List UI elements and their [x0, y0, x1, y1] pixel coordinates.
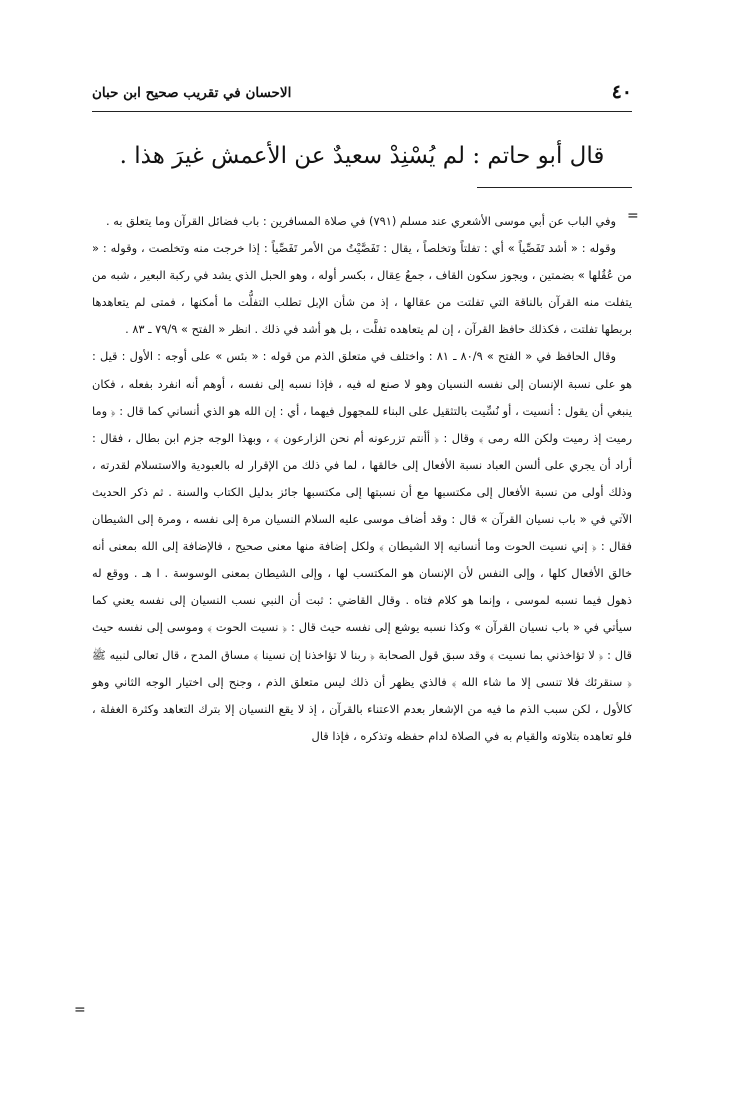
footnotes-section [92, 208, 632, 750]
page-header [92, 80, 632, 108]
footnote-paragraph: وقال الحافظ في « الفتح » ٨٠/٩ ـ ٨١ : واختلف في متعلق الذم من قوله : « بئس » على أوجه : الأول : قيل : هو على نسبة الإنسان إلى نفسه النسيان وهو لا صنع له فيه ، فإذا نسبه إلى نفسه ، أوهم أنه انفرد بفعله ، فكان ينبغي أن يقول : أنسيت ، أو نُسِّيت بالتثقيل على البناء للمجهول فيهما ، أي : إن الله هو الذي أنساني كما قال : ﴿ وما رميت إذ رميت ولكن الله رمى ﴾ وقال : ﴿ أأنتم تزرعونه أم نحن الزارعون ﴾ ، وبهذا الوجه جزم ابن بطال ، فقال : أراد أن يجري على ألسن العباد نسبة الأفعال إلى خالقها ، لما في ذلك من الإقرار له بالعبودية والاستسلام لقدرته ، وذلك أولى من نسبة الأفعال إلى مكتسبها مع أن نسبتها إلى مكتسبها جائز بدليل الكتاب والسنة . ثم ذكر الحديث الآتي في « باب نسيان القرآن » قال : وقد أضاف موسى عليه السلام النسيان مرة إلى نفسه ، ومرة إلى الشيطان فقال : ﴿ إني نسيت الحوت وما أنسانيه إلا الشيطان ﴾ ولكل إضافة منها معنى صحيح ، فالإضافة إلى الله بمعنى أنه خالق الأفعال كلها ، وإلى النفس لأن الإنسان هو المكتسب لها ، وإلى الشيطان بمعنى الوسوسة . ا هـ . ووقع له ذهول فيما نسبه لموسى ، وإنما هو كلام فتاه . وقال القاضي : ثبت أن النبي نسب النسيان إلى نفسه يعني كما سيأتي في « باب نسيان القرآن » وكذا نسبه يوشع إلى نفسه حيث قال : ﴿ نسيت الحوت ﴾ وموسى إلى نفسه حيث قال : ﴿ لا تؤاخذني بما نسيت ﴾ وقد سبق قول الصحابة ﴿ ربنا لا تؤاخذنا إن نسينا ﴾ مساق المدح ، قال تعالى لنبيه ﷺ ﴿ سنقرئك فلا تنسى إلا ما شاء الله ﴾ فالذي يظهر أن ذلك ليس متعلق الذم ، وجنح إلى اختيار الوجه الثاني وهو كالأول ، لكن سبب الذم ما فيه من الإشعار بعدم الاعتناء بالقرآن ، إذ لا يقع النسيان إلا بترك التعاهد وكثرة الغفلة ، فلو تعاهده بتلاوته والقيام به في الصلاة لدام حفظه وتذكره ، فإذا قال [92, 349, 632, 743]
main-text: قال أبو حاتم : لم يُسْنِدْ سعيدٌ عن الأعمش غيرَ هذا . [119, 143, 605, 169]
page-number: ٤٠ [611, 81, 632, 103]
continuation-marker-bottom: = [74, 1002, 86, 1018]
header-rule [92, 111, 632, 112]
footnote-paragraph: وفي الباب عن أبي موسى الأشعري عند مسلم (٧٩١) في صلاة المسافرين : باب فضائل القرآن وما يتعلق به . [106, 214, 616, 228]
footnote-paragraph: وقوله : « أشد تَفَصِّياً » أي : تفلتاً وتخلصاً ، يقال : تَفَصَّيْتُ من الأمر تَفَصِّياً : إذا خرجت منه وتخلصت ، وقوله : « من عُقُلها » بضمتين ، ويجوز سكون القاف ، جمعُ عِقال ، بكسر أوله ، وهو الحبل الذي يشد في ركبة البعير ، شبه من يتفلت منه القرآن بالناقة التي تفلتت من عقالها ، إذ من شأن الإبل تطلب التفلُّت ما أمكنها ، فمتى لم يتعاهدها بربطها تفلتت ، فكذلك حافظ القرآن ، إن لم يتعاهده تفلَّت ، بل هو أشد في ذلك . انظر « الفتح » ٧٩/٩ ـ ٨٣ . [92, 241, 632, 337]
footnote-separator [477, 187, 632, 188]
continuation-marker-top: = [627, 208, 639, 224]
running-title: الاحسان في تقريب صحيح ابن حبان [92, 85, 292, 101]
